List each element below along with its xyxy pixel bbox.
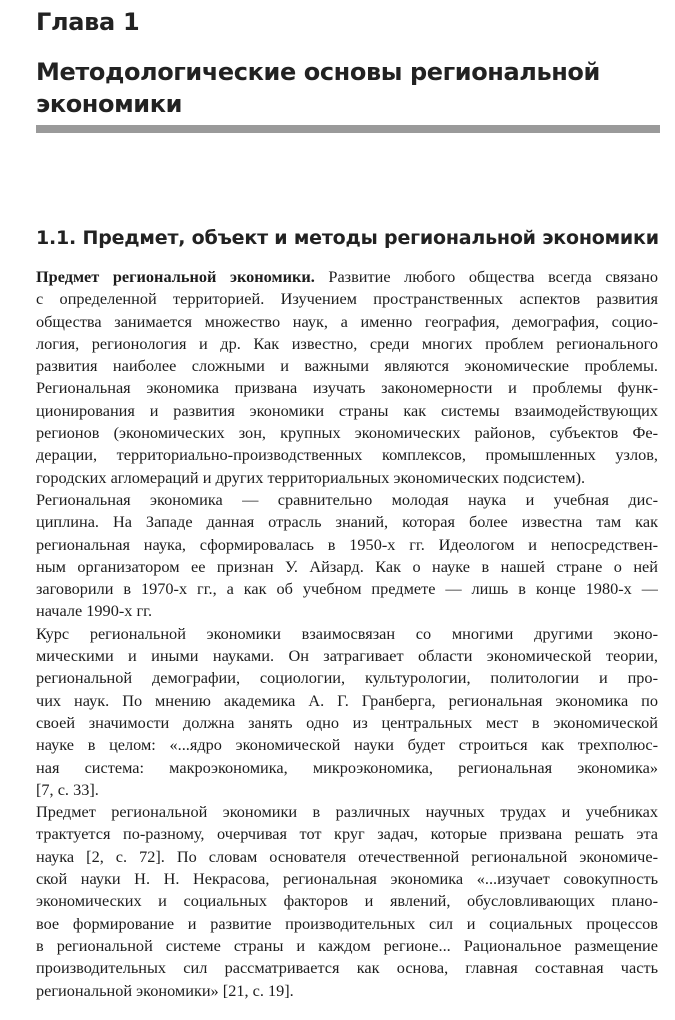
- text-line: общества занимается множество наук, а именно география, демография, социо-: [36, 311, 658, 331]
- paragraph-3: [36, 623, 658, 801]
- paragraph-1: [36, 266, 658, 489]
- section-title: 1.1. Предмет, объект и методы региональной экономики: [36, 227, 659, 249]
- text-line: производительных сил рассматривается как основа, главная составная часть: [36, 958, 658, 978]
- paragraph-lead: Предмет региональной экономики.: [36, 267, 315, 286]
- text-line: регионов (экономических зон, крупных экономических районов, субъектов Фе-: [36, 423, 658, 443]
- text-line: своей значимости должна занять одно из центральных мест в экономической: [36, 712, 658, 732]
- text-line: Предмет региональной экономики. Развитие любого общества всегда связано: [36, 267, 658, 286]
- text-line: региональной экономики» [21, с. 19].: [36, 980, 294, 1000]
- chapter-title: Методологические основы региональной экономики: [36, 58, 600, 118]
- text-line: трактуется по-разному, очерчивая тот круг задач, которые призвана решать эта: [36, 824, 658, 844]
- text-line: ской науки Н. Н. Некрасова, региональная экономика «...изучает совокупность: [36, 869, 658, 889]
- text-line: ная система: макроэкономика, микроэкономика, региональная экономика»: [36, 757, 658, 777]
- text-line: циплина. На Западе данная отрасль знаний, которая более известна там как: [36, 512, 658, 532]
- text-line: чих наук. По мнению академика А. Г. Гранберга, региональная экономика по: [36, 690, 658, 710]
- text-line: дерации, территориально-производственных комплексов, промышленных узлов,: [36, 445, 658, 465]
- text-line: Региональная экономика призвана изучать закономерности и проблемы функ-: [36, 378, 658, 398]
- text-line: в региональной системе страны и каждом регионе... Рациональное размещение: [36, 935, 658, 955]
- text-line: Курс региональной экономики взаимосвязан со многими другими эконо-: [36, 623, 658, 643]
- chapter-divider: [36, 125, 660, 133]
- paragraph-2: [36, 489, 658, 623]
- text-line: наука [2, с. 72]. По словам основателя отечественной региональной экономиче-: [36, 846, 658, 866]
- text-line: [7, с. 33].: [36, 779, 99, 799]
- text-line: региональная наука, сформировалась в 1950-х гг. Идеологом и непосредствен-: [36, 534, 658, 554]
- text-line: науке в целом: «...ядро экономической науки будет строиться как трехполюс-: [36, 735, 658, 755]
- text-line: заговорили в 1970-х гг., а как об учебном предмете — лишь в конце 1980-х —: [36, 579, 658, 599]
- paragraph-4: [36, 801, 658, 1002]
- text-line: логия, регионология и др. Как известно, среди многих проблем регионального: [36, 333, 658, 353]
- text-line: ным организатором ее признан У. Айзард. Как о науке в нашей стране о ней: [36, 556, 658, 576]
- text-line: с определенной территорией. Изучением пространственных аспектов развития: [36, 289, 658, 309]
- text-line: городских агломераций и других территориальных экономических подсистем).: [36, 467, 586, 487]
- text-line: Региональная экономика — сравнительно молодая наука и учебная дис-: [36, 489, 658, 509]
- chapter-label: Глава 1: [36, 8, 140, 36]
- text-line: экономических и социальных факторов и явлений, обусловливающих плано-: [36, 891, 658, 911]
- text-line: начале 1990-х гг.: [36, 601, 153, 621]
- body-text: [36, 266, 658, 1002]
- text-line: региональной демографии, социологии, культурологии, политологии и про-: [36, 668, 658, 688]
- text-line: Предмет региональной экономики в различных научных трудах и учебниках: [36, 802, 658, 822]
- text-line: мическими и иными науками. Он затрагивает области экономической теории,: [36, 646, 658, 666]
- text-line: вое формирование и развитие производительных сил и социальных процессов: [36, 913, 658, 933]
- text-line: развития наиболее сложными и важными являются экономические проблемы.: [36, 356, 658, 376]
- text-line: ционирования и развития экономики страны как системы взаимодействующих: [36, 400, 658, 420]
